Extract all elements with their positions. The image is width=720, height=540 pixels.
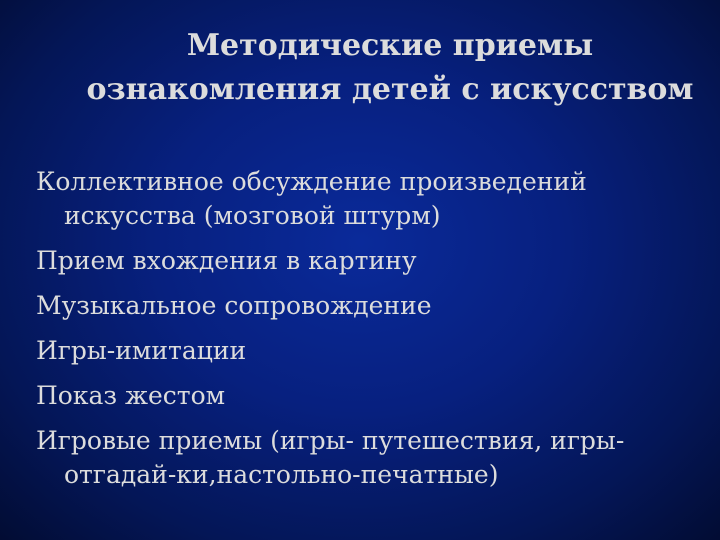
list-item	[36, 334, 696, 368]
list-item	[36, 379, 696, 413]
list-item-line-continuation: искусства (мозговой штурм)	[64, 201, 441, 230]
list-item-line: Музыкальное сопровождение	[36, 291, 432, 320]
list-item-line: Коллективное обсуждение произведений	[36, 167, 587, 196]
list-item-line: Прием вхождения в картину	[36, 246, 417, 275]
list-item-line: Показ жестом	[36, 381, 226, 410]
list-item-line: Игры-имитации	[36, 336, 247, 365]
list-item	[36, 289, 696, 323]
methods-list	[36, 165, 696, 503]
title-line-1: Методические приемы	[186, 28, 594, 63]
list-item-line: Игровые приемы (игры- путешествия, игры-	[36, 426, 625, 455]
title-line-2: ознакомления детей с искусством	[86, 72, 694, 107]
slide-title	[40, 24, 720, 112]
list-item	[36, 165, 696, 233]
list-item	[36, 244, 696, 278]
list-item-line-continuation: отгадай-ки,настольно-печатные)	[64, 460, 499, 489]
list-item	[36, 424, 696, 492]
